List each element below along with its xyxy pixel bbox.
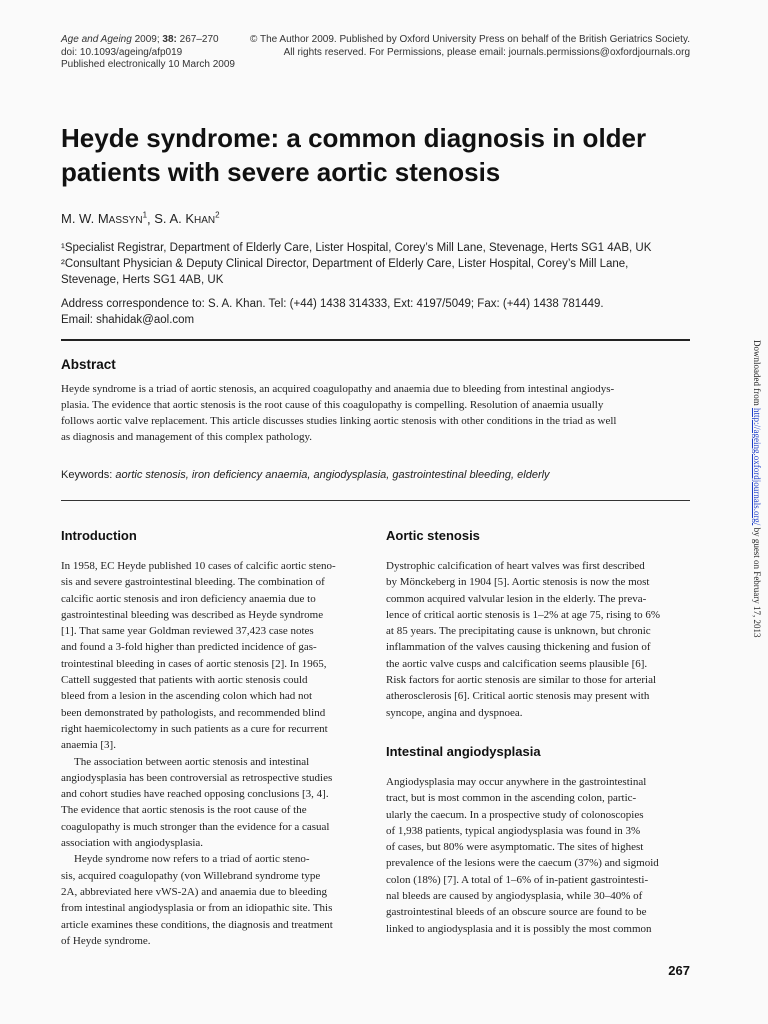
doi: doi: 10.1093/ageing/afp019 <box>61 46 183 58</box>
text-line: common acquired valvular lesion in the elderly. The preva- <box>386 592 647 605</box>
journal-name: Age and Ageing <box>61 34 132 45</box>
text-line: syncope, angina and dyspnoea. <box>386 706 523 719</box>
introduction-paragraph-3 <box>61 851 366 949</box>
address-line: Address correspondence to: S. A. Khan. Tel: (+44) 1438 314333, Ext: 4197/5049; Fax: (+44) 1438 781449. <box>61 298 604 310</box>
text-line: gastrointestinal bleeding was described as Heyde syndrome <box>61 608 324 621</box>
abstract-bottom-rule <box>61 500 690 501</box>
text-line: bleed from a lesion in the ascending colon which had not <box>61 690 313 703</box>
copyright-notice <box>230 34 690 59</box>
right-column <box>386 528 691 937</box>
download-watermark <box>750 340 764 690</box>
article-title: Heyde syndrome: a common diagnosis in older patients with severe aortic stenosis <box>61 123 647 187</box>
author-2 <box>154 211 219 226</box>
download-suffix: by guest on February 17, 2013 <box>752 525 762 638</box>
author-1-affil-mark: 1 <box>142 211 148 220</box>
text-line: at 85 years. The precipitating cause is unknown, but chronic <box>386 625 651 638</box>
text-line: from intestinal angiodysplasia or from an idiopathic site. This <box>61 902 333 915</box>
text-line: trointestinal bleeding in cases of aortic stenosis [2]. In 1965, <box>61 657 327 670</box>
text-line: 2A, abbreviated here vWS-2A) and anaemia due to bleeding <box>61 885 328 898</box>
text-line: anaemia [3]. <box>61 739 116 752</box>
text-line: inflammation of the valves causing thickening and fusion of <box>386 641 651 654</box>
author-2-affil-mark: 2 <box>215 211 220 220</box>
text-line: right haemicolectomy in such patients as a cure for recurrent <box>61 722 328 735</box>
published-date: Published electronically 10 March 2009 <box>61 59 235 70</box>
author-2-surname: HAN <box>194 215 216 227</box>
text-line: of 1,938 patients, typical angiodysplasia was found in 3% <box>386 824 641 837</box>
text-line: sis and severe gastrointestinal bleeding. The combination of <box>61 576 325 589</box>
keywords-list: aortic stenosis, iron deficiency anaemia, angiodysplasia, gastrointestinal bleeding, elderly <box>112 469 550 481</box>
author-1 <box>61 211 147 226</box>
download-note <box>752 340 762 690</box>
text-line: lence of critical aortic stenosis is 1–2% at age 75, rising to 6% <box>386 608 661 621</box>
text-line: Cattell suggested that patients with aortic stenosis could <box>61 674 308 687</box>
author-1-initials: M. W. M <box>61 211 109 227</box>
text-line: coagulopathy is much stronger than the evidence for a casual <box>61 820 330 833</box>
affiliation-1: ¹Specialist Registrar, Department of Elderly Care, Lister Hospital, Corey’s Mill Lane, Stevenage, Herts SG1 4AB, UK <box>61 242 652 254</box>
copyright-line-2: All rights reserved. For Permissions, please email: journals.permissions@oxfordjournals.org <box>283 46 690 58</box>
text-line: ularly the caecum. In a prospective study of colonoscopies <box>386 808 644 821</box>
text-line: Dystrophic calcification of heart valves was first described <box>386 560 645 572</box>
text-line: nal bleeds are caused by angiodysplasia, while 30–40% of <box>386 890 643 903</box>
text-line: colon (18%) [7]. A total of 1–6% of in-patient gastrointesti- <box>386 873 649 886</box>
affiliation-2: ²Consultant Physician & Deputy Clinical Director, Department of Elderly Care, Lister Hospital, Corey’s Mill Lane, <box>61 258 629 270</box>
abstract-line: Heyde syndrome is a triad of aortic stenosis, an acquired coagulopathy and anaemia due to bleeding from intestinal angiodys- <box>61 383 615 395</box>
journal-citation <box>61 34 251 72</box>
text-line: gastrointestinal bleeds of an obscure source are found to be <box>386 906 647 919</box>
author-separator: , <box>147 211 155 227</box>
journal-link[interactable]: http://ageing.oxfordjournals.org/ <box>752 407 762 526</box>
text-line: of cases, but 80% were asymptomatic. The sites of highest <box>386 841 644 854</box>
intestinal-angiodysplasia-heading: Intestinal angiodysplasia <box>386 743 541 759</box>
correspondence-address <box>61 296 701 328</box>
text-line: by Mönckeberg in 1904 [5]. Aortic stenosis is now the most <box>386 576 650 589</box>
text-line: been demonstrated by pathologists, and recommended blind <box>61 706 326 719</box>
copyright-line-1: © The Author 2009. Published by Oxford University Press on behalf of the British Geriatrics Society. <box>250 34 690 45</box>
text-line: tract, but is most common in the ascending colon, partic- <box>386 792 637 805</box>
abstract-line: follows aortic valve replacement. This article discusses studies linking aortic stenosis with other conditions in the triad as well <box>61 415 617 427</box>
text-line: linked to angiodysplasia and it is possibly the most common <box>386 922 652 935</box>
text-line: [1]. That same year Goldman reviewed 37,423 case notes <box>61 625 314 638</box>
text-line: of Heyde syndrome. <box>61 934 151 947</box>
introduction-paragraph-2 <box>61 754 366 852</box>
text-line: In 1958, EC Heyde published 10 cases of calcific aortic steno- <box>61 560 336 572</box>
keywords <box>61 469 701 481</box>
citation-pages: 267–270 <box>176 34 219 45</box>
introduction-paragraph-1 <box>61 558 366 754</box>
text-line: Heyde syndrome now refers to a triad of aortic steno- <box>74 853 310 866</box>
abstract-line: plasia. The evidence that aortic stenosis is the root cause of this coagulopathy is compelling. Resolution of anaemia usually <box>61 399 604 411</box>
affiliation-2-cont: Stevenage, Herts SG1 4AB, UK <box>61 274 224 286</box>
text-line: association with angiodysplasia. <box>61 837 204 850</box>
citation-volume: 38: <box>162 34 177 45</box>
aortic-stenosis-paragraph <box>386 558 691 721</box>
text-line: article examines these conditions, the diagnosis and treatment <box>61 918 333 931</box>
text-line: calcific aortic stenosis and iron deficiency anaemia due to <box>61 592 316 605</box>
author-list <box>61 211 220 226</box>
text-line: and cohort studies have reached opposing conclusions [3, 4]. <box>61 788 329 801</box>
text-line: The evidence that aortic stenosis is the root cause of the <box>61 804 307 817</box>
aortic-stenosis-heading: Aortic stenosis <box>386 528 480 543</box>
abstract-top-rule <box>61 339 690 341</box>
email-line: Email: shahidak@aol.com <box>61 314 195 326</box>
abstract-line: as diagnosis and management of this complex pathology. <box>61 431 313 443</box>
intestinal-angiodysplasia-paragraph <box>386 774 691 937</box>
text-line: Risk factors for aortic stenosis are similar to those for arterial <box>386 674 657 687</box>
keywords-label: Keywords: <box>61 469 113 481</box>
affiliations <box>61 240 701 288</box>
left-column <box>61 528 366 949</box>
citation-line <box>61 34 251 47</box>
text-line: prevalence of the lesions were the caecum (37%) and sigmoid <box>386 857 659 870</box>
text-line: and found a 3-fold higher than predicted incidence of gas- <box>61 641 317 654</box>
abstract-text <box>61 381 690 445</box>
author-1-surname: ASSYN <box>108 215 143 227</box>
text-line: Angiodysplasia may occur anywhere in the gastrointestinal <box>386 775 647 788</box>
text-line: The association between aortic stenosis and intestinal <box>74 755 310 768</box>
page-number: 267 <box>668 963 690 978</box>
text-line: angiodysplasia has been controversial as retrospective studies <box>61 771 333 784</box>
text-line: sis, acquired coagulopathy (von Willebrand syndrome type <box>61 869 321 882</box>
abstract-heading: Abstract <box>61 357 116 372</box>
introduction-heading: Introduction <box>61 528 137 543</box>
text-line: the aortic valve cusps and calcification seems plausible [6]. <box>386 657 648 670</box>
citation-year: 2009; <box>131 34 163 45</box>
author-2-initials: S. A. K <box>154 211 195 227</box>
text-line: atherosclerosis [6]. Critical aortic stenosis may present with <box>386 690 650 703</box>
download-prefix: Downloaded from <box>752 340 762 408</box>
